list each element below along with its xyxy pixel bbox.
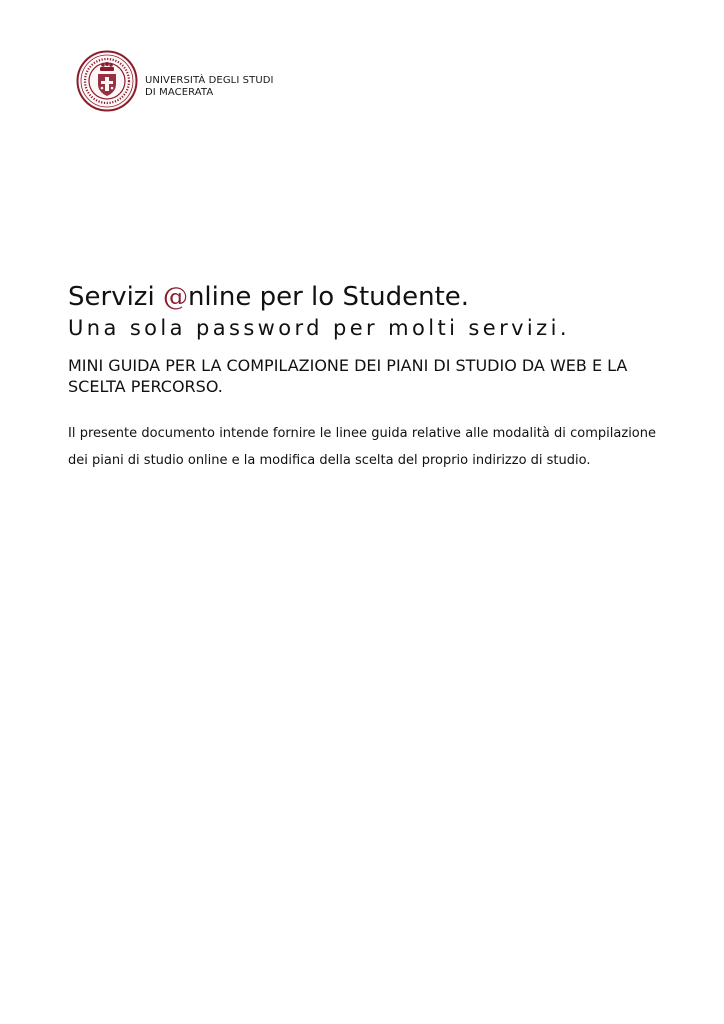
page-title	[68, 280, 469, 314]
university-name-line2: DI MACERATA	[145, 87, 214, 98]
university-name	[145, 75, 274, 99]
document-header	[76, 50, 396, 114]
title-at-sign: @	[162, 282, 188, 311]
title-prefix: Servizi	[68, 282, 163, 312]
university-seal-icon	[76, 50, 138, 112]
page-subtitle: Una sola password per molti servizi.	[68, 316, 570, 340]
title-suffix: nline per lo Studente.	[187, 282, 470, 312]
guide-title: MINI GUIDA PER LA COMPILAZIONE DEI PIANI DI STUDIO DA WEB E LA SCELTA PERCORSO.	[68, 356, 628, 396]
university-name-line1: UNIVERSITÀ DEGLI STUDI	[145, 75, 274, 86]
intro-paragraph: Il presente documento intende fornire le linee guida relative alle modalità di compilazione dei piani di studio online e la modifica della scelta del proprio indirizzo di studio.	[68, 426, 656, 468]
